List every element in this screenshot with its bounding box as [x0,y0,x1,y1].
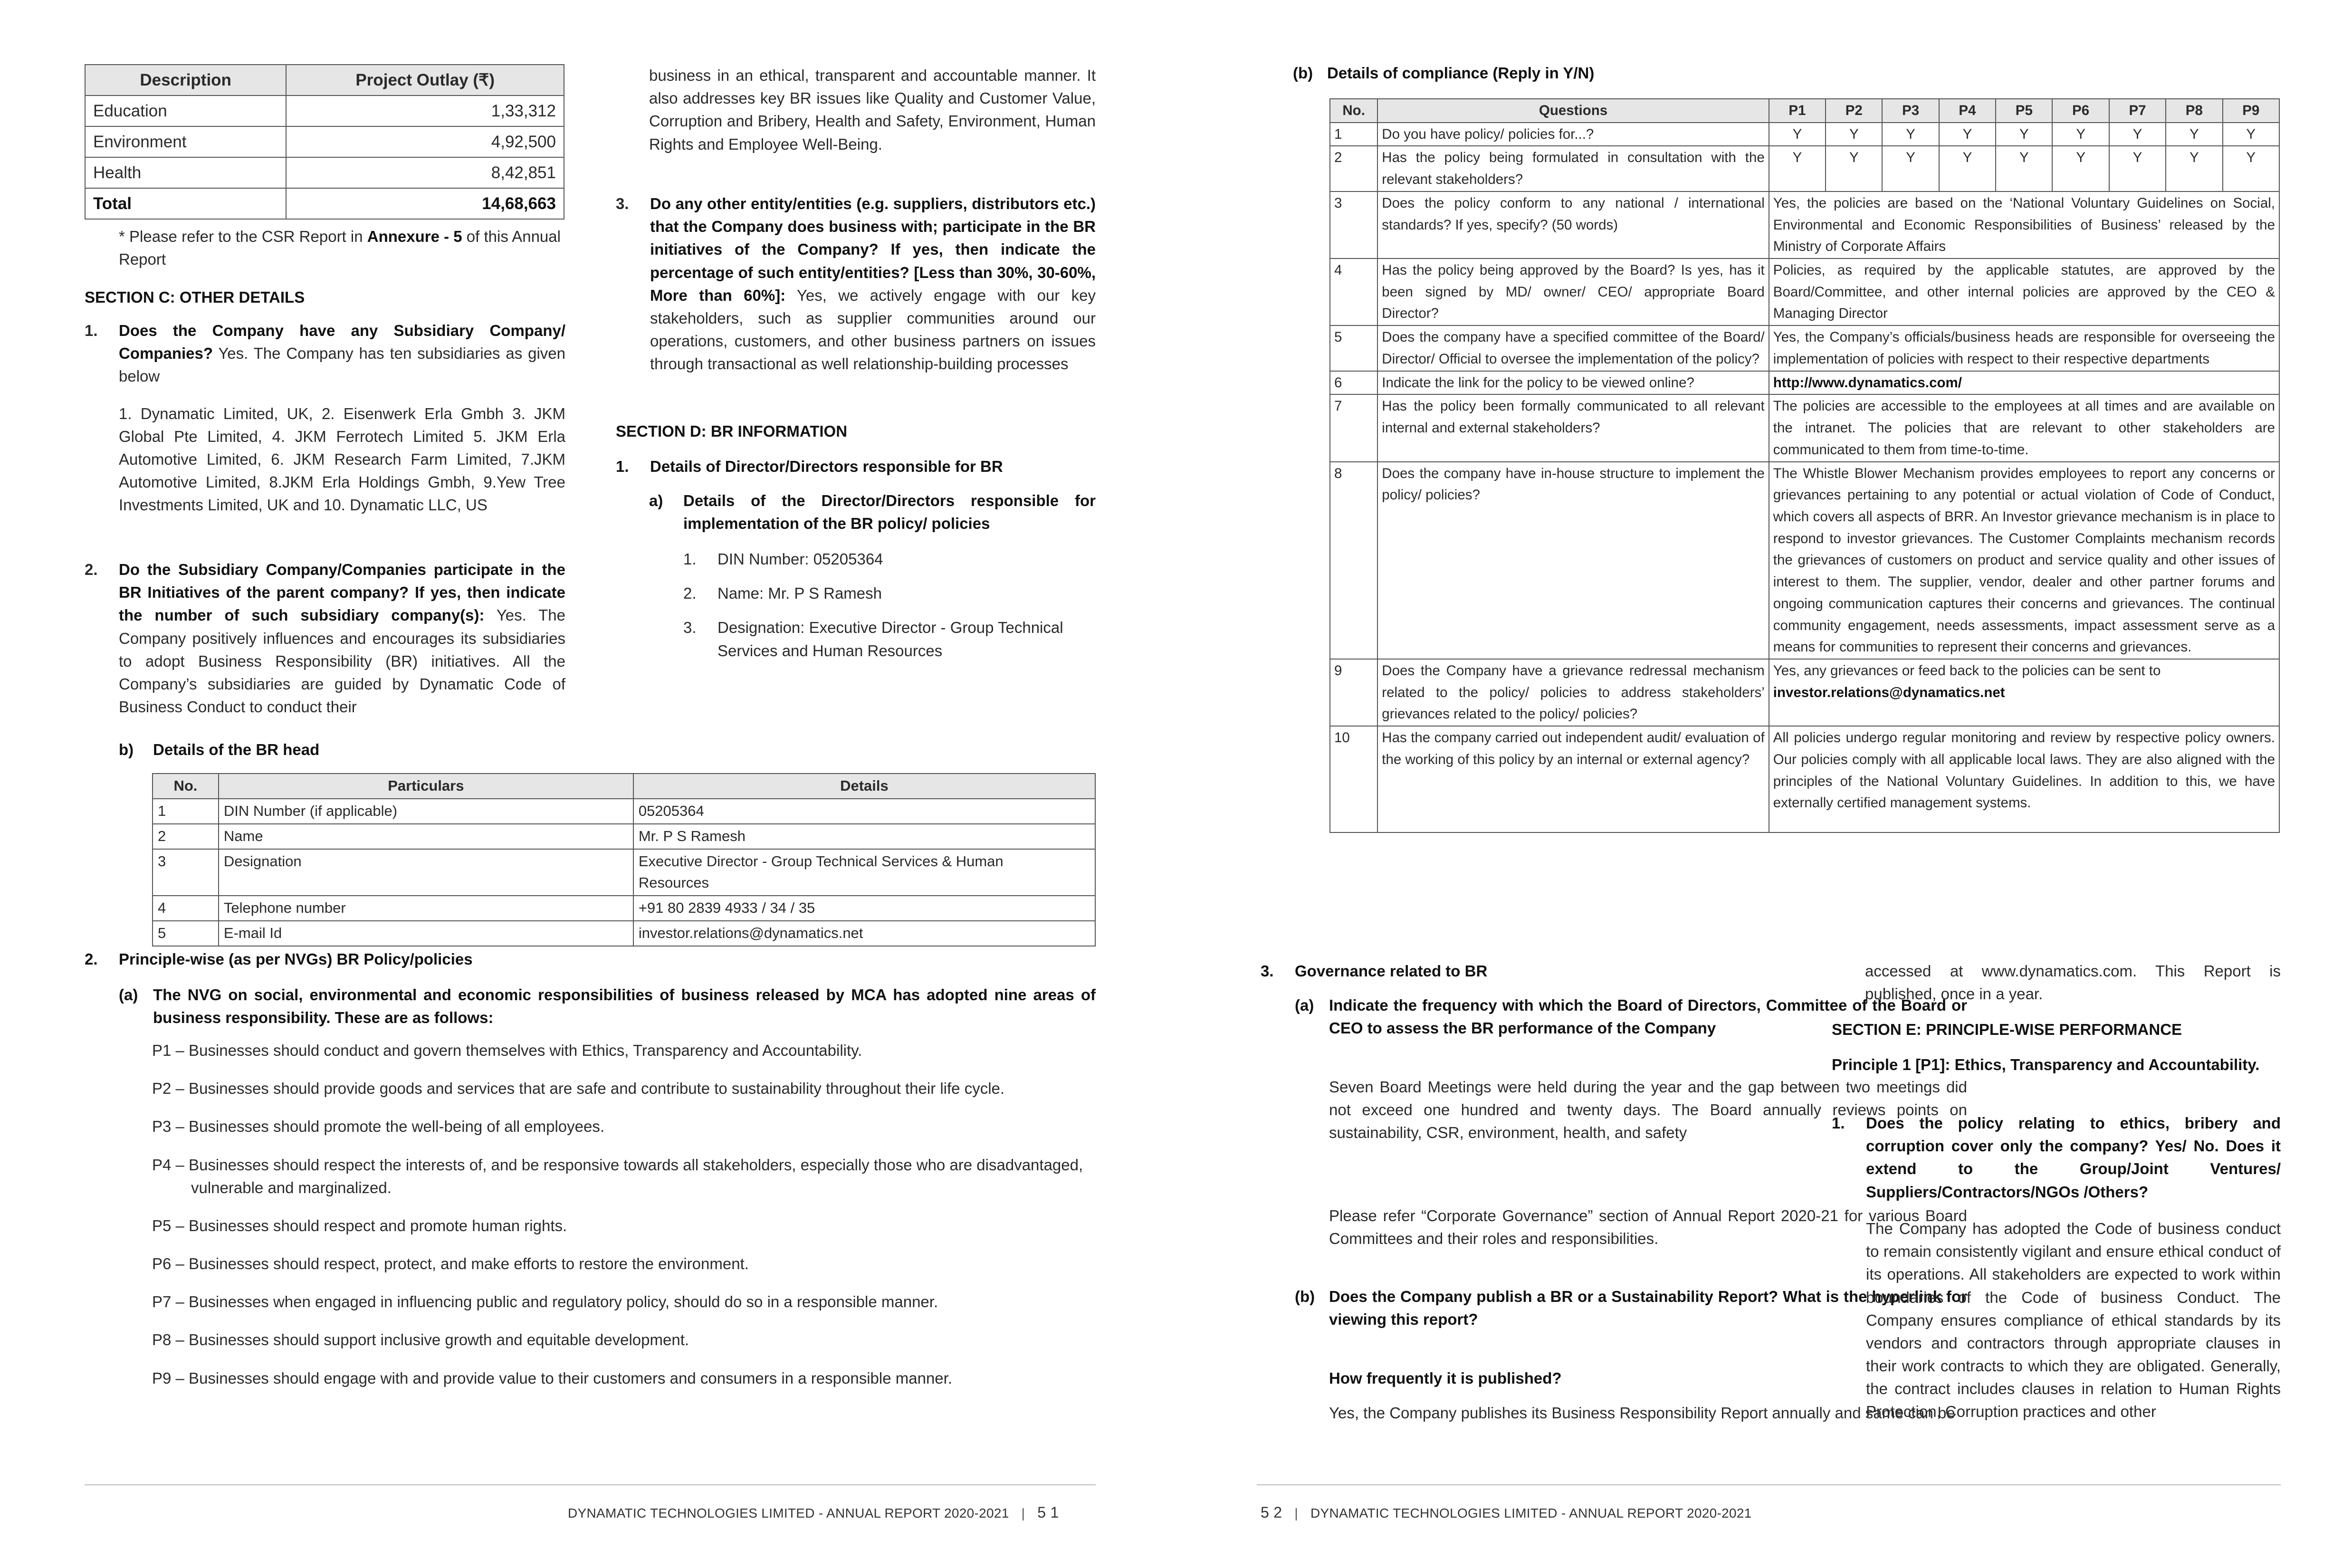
col2-continued-text: business in an ethical, transparent and accountable manner. It also addresses key BR issues like Quality and Customer Value, Corruption and Bribery, Health and Safety, Environment, Human Rights and Employee Well-Being. [649,67,1096,153]
item-text: Name: Mr. P S Ramesh [717,584,882,602]
compliance-table [1329,98,2280,833]
item-number: a) [649,492,663,509]
cell: Mr. P S Ramesh [633,824,1095,849]
table-row [1330,123,2279,146]
cell: Y [2052,146,2109,191]
cell: 1 [1330,123,1377,146]
cell: DIN Number (if applicable) [219,799,633,824]
col-header: P9 [2223,99,2279,123]
subsidiary-list: 1. Dynamatic Limited, UK, 2. Eisenwerk Erla Gmbh 3. JKM Global Pte Limited, 4. JKM Ferrotech Limited 5. JKM Erla Automotive Limited, 6. JKM Research Farm Limited, 7.JKM Automotive Limited, 8.JKM Erla Holdings Gmbh, 9.Yew Tree Investments Limited, UK and 10. Dynamatic LLC, US [119,404,565,514]
cell: Y [2166,146,2222,191]
cell: Has the policy being approved by the Board? Is yes, has it been signed by MD/ owner/ CEO/ appropriate Board Director? [1377,258,1769,325]
cell: 2 [153,824,219,849]
table-row [1330,146,2279,191]
item-number: (a) [1295,996,1314,1014]
cell: 10 [1330,726,1377,832]
cell: Health [85,157,286,188]
principle-1-answer: The Company has adopted the Code of business conduct to remain consistently vigilant and ensure ethical conduct of its operations. All stakeholders are expected to work within boundaries of the Code of business Conduct. The Company ensures compliance of ethical standards by its vendors and contractors through appropriate clauses in their work contracts to which they are obligated. Generally, the contract includes clauses in relation to Human Rights Protection, Corruption practices and other [1866,1220,2281,1421]
cell: http://www.dynamatics.com/ [1769,371,2279,395]
item-heading: Details of Director/Directors responsible for BR [650,458,1003,475]
cell: Has the company carried out independent audit/ evaluation of the working of this policy by an internal or external agency? [1377,726,1769,832]
cell: Indicate the link for the policy to be viewed online? [1377,371,1769,395]
cell: Y [1826,123,1882,146]
cell: The Whistle Blower Mechanism provides employees to report any concerns or grievances pertaining to any potential or actual violation of Code of Conduct, which covers all aspects of BRR. An Investor grievance mechanism is in place to respond to investor grievances. The Customer Complaints mechanism records the grievances of customers on product and service quality and other issues of interest to them. The supplier, vendor, dealer and other partner forums and ongoing communication captures their concerns and grievances. The continual community engagement, needs assessments, impact assessment serve as a means for communities to represent their concerns and grievances. [1769,462,2279,659]
item-number: b) [119,741,134,758]
cell: Does the company have in-house structure to implement the policy/ policies? [1377,462,1769,659]
item-text: Designation: Executive Director - Group Technical Services and Human Resources [717,619,1063,660]
item-number: 1. [1832,1114,1845,1132]
col-header: Details [633,774,1095,799]
item-heading: Details of the Director/Directors responsible for implementation of the BR policy/ policies [683,492,1096,533]
cell: Y [2223,123,2279,146]
cell: 1,33,312 [286,96,564,126]
note-text: * Please refer to the CSR Report in [119,228,367,245]
col-header: P7 [2109,99,2166,123]
question-2 [85,558,565,718]
cell: Executive Director - Group Technical Services & Human Resources [633,849,1095,896]
principle-item: P1 – Businesses should conduct and govern themselves with Ethics, Transparency and Accountability. [152,1042,862,1059]
note-text: of this Annual Report [119,228,561,268]
table-row [85,157,564,188]
table-header-row [1330,99,2279,123]
question-text: Does the policy relating to ethics, bribery and corruption cover only the company? Yes/ No. Does it extend to the Group/Joint Ventures/ Suppliers/Contractors/NGOs /Others? [1866,1114,2281,1201]
heading-text: Governance related to BR [1295,962,1488,980]
cell: The policies are accessible to the employees at all times and are available on the intranet. The policies that are relevant to other stakeholders are communicated to them from time-to-time. [1769,394,2279,461]
cell: Y [1939,146,1996,191]
answer-text: Yes. The Company positively influences and encourages its subsidiaries to adopt Business Responsibility (BR) initiatives. All the Company’s subsidiaries are guided by Dynamatic Code of Business Conduct to conduct their [119,606,565,716]
cell: Does the company have a specified committee of the Board/ Director/ Official to oversee the implementation of the policy? [1377,325,1769,371]
col-header: P1 [1769,99,1826,123]
intro-text: The NVG on social, environmental and economic responsibilities of business released by MCA has adopted nine areas of business responsibility. These are as follows: [153,986,1096,1027]
table-row [1330,325,2279,371]
footer [568,1501,1059,1524]
col2-continued-text: accessed at www.dynamatics.com. This Report is published, once in a year. [1865,962,2281,1003]
cell: Telephone number [219,896,633,921]
cell: 8 [1330,462,1377,659]
table-row [85,96,564,126]
principle-item: P6 – Businesses should respect, protect, and make efforts to restore the environment. [152,1255,749,1273]
principle-item: P7 – Businesses when engaged in influencing public and regulatory policy, should do so in a responsible manner. [152,1293,938,1311]
col-header: P8 [2166,99,2222,123]
col-header: Project Outlay (₹) [286,65,564,96]
cell: Do you have policy/ policies for...? [1377,123,1769,146]
cell: investor.relations@dynamatics.net [633,921,1095,946]
cell: 2 [1330,146,1377,191]
heading-text: Details of the BR head [153,741,320,758]
cell: 5 [153,921,219,946]
section-d-heading: SECTION D: BR INFORMATION [616,422,848,440]
br-head-heading [119,738,641,761]
cell: Total [85,188,286,219]
section-e-heading: SECTION E: PRINCIPLE-WISE PERFORMANCE [1832,1021,2182,1038]
page-number: 5 1 [1037,1504,1059,1521]
cell: 7 [1330,394,1377,461]
cell: Y [1996,123,2052,146]
col-header: P5 [1996,99,2052,123]
cell: Yes, the policies are based on the ‘National Voluntary Guidelines on Social, Environmental and Economic Responsibilities of Business’ released by the Ministry of Corporate Affairs [1769,191,2279,258]
cell: Y [1996,146,2052,191]
cell: 4,92,500 [286,126,564,157]
footer-text: DYNAMATIC TECHNOLOGIES LIMITED - ANNUAL REPORT 2020-2021 [1310,1506,1752,1520]
cell: Y [1882,146,1939,191]
table-row [1330,394,2279,461]
page-number: 5 2 [1261,1504,1282,1521]
cell: 4 [1330,258,1377,325]
compliance-heading [1293,62,1863,85]
cell: +91 80 2839 4933 / 34 / 35 [633,896,1095,921]
question-text: Does the Company have any Subsidiary Company/ Companies? [119,322,565,363]
item-number: 1. [85,322,98,339]
item-number: 2. [683,584,697,602]
section-c-heading: SECTION C: OTHER DETAILS [85,288,305,306]
col-header: Questions [1377,99,1769,123]
footer-rule [85,1484,1096,1485]
principle-item: P2 – Businesses should provide goods and services that are safe and contribute to sustainability throughout their life cycle. [152,1080,1005,1098]
cell: Y [2223,146,2279,191]
cell: Y [1769,123,1826,146]
table-total-row [85,188,564,219]
item-number: 3. [1261,962,1274,980]
principle-item: P5 – Businesses should respect and promote human rights. [152,1216,567,1234]
cell: 14,68,663 [286,188,564,219]
question-text: Does the Company publish a BR or a Sustainability Report? What is the hyperlink for viewing this report? [1329,1288,1967,1329]
cell: 6 [1330,371,1377,395]
cell: Does the Company have a grievance redressal mechanism related to the policy/ policies to address stakeholders’ grievances related to the policy/ policies? [1377,659,1769,726]
item-number: (b) [1295,1288,1315,1305]
cell: 5 [1330,325,1377,371]
cell: Y [1882,123,1939,146]
table-row [153,824,1095,849]
table-row [1330,191,2279,258]
item-number: 3. [616,195,629,212]
cell: Education [85,96,286,126]
annexure-link-text: Annexure - 5 [367,228,462,245]
cell: Name [219,824,633,849]
table-row [1330,726,2279,832]
col-header: P3 [1882,99,1939,123]
cell: Y [2052,123,2109,146]
list-item [683,548,1092,571]
cell: 8,42,851 [286,157,564,188]
principle-item: P4 – Businesses should respect the interests of, and be responsive towards all stakeholders, especially those who are disadvantaged, vulnerable and marginalized. [152,1156,1083,1196]
cell: Policies, as required by the applicable statutes, are approved by the Board/Committee, and other internal policies are approved by the CEO & Managing Director [1769,258,2279,325]
cell: Yes, the Company’s officials/business heads are responsible for overseeing the implementation of policies with respect to their respective departments [1769,325,2279,371]
governance-heading [1261,960,1736,983]
footer [1261,1501,1752,1524]
col-header: P2 [1826,99,1882,123]
question-3 [616,192,1096,375]
cell: All policies undergo regular monitoring and review by respective policy owners. Our policies comply with all applicable local laws. They are also aligned with the principles of the National Voluntary Guidelines. In addition to this, we have externally certified management systems. [1769,726,2279,832]
nvg-intro [119,984,1096,1029]
col-header: Particulars [219,774,633,799]
cell: Y [2166,123,2222,146]
principle-1-question [1832,1112,2281,1204]
col-header: No. [1330,99,1377,123]
heading-text: Principle-wise (as per NVGs) BR Policy/policies [119,950,473,968]
principle-item: P9 – Businesses should engage with and provide value to their customers and consumers in a responsible manner. [152,1369,952,1387]
cell: Environment [85,126,286,157]
answer-text: Yes. The Company has ten subsidiaries as given below [119,344,565,385]
cell: Has the policy been formally communicated to all relevant internal and external stakeholders? [1377,394,1769,461]
item-number: (a) [119,986,138,1004]
item-number: 2. [85,561,98,578]
table-row [153,799,1095,824]
cell: 3 [153,849,219,896]
item-number: 1. [616,458,629,475]
cell: Y [2109,146,2166,191]
col-header: P6 [2052,99,2109,123]
list-item [683,616,1092,662]
cell: E-mail Id [219,921,633,946]
principles-list [152,1039,1096,1405]
cell: Has the policy being formulated in consultation with the relevant stakeholders? [1377,146,1769,191]
cell: Y [1769,146,1826,191]
answer-text: Yes, any grievances or feed back to the policies can be sent to [1773,662,2161,679]
footer-separator: | [1294,1506,1298,1520]
item-number: (b) [1293,64,1313,82]
cell: Does the policy conform to any national / international standards? If yes, specify? (50 words) [1377,191,1769,258]
project-outlay-table [85,64,564,220]
heading-text: Details of compliance (Reply in Y/N) [1327,64,1595,82]
footer-text: DYNAMATIC TECHNOLOGIES LIMITED - ANNUAL REPORT 2020-2021 [568,1506,1009,1520]
governance-a-answer-2: Please refer “Corporate Governance” section of Annual Report 2020-21 for various Board Committees and their roles and responsibilities. [1329,1207,1967,1248]
cell: Y [1826,146,1882,191]
section-d-item-1a [649,489,1096,535]
table-row [1330,659,2279,726]
director-details-list [683,548,1092,662]
col-header: P4 [1939,99,1996,123]
principle-wise-heading [85,948,797,971]
governance-b-answer: Yes, the Company publishes its Business Responsibility Report annually and same can be [1329,1404,1955,1422]
table-row [153,896,1095,921]
question-1 [85,319,565,516]
table-row [1330,462,2279,659]
list-item [683,582,1092,605]
item-number: 3. [683,619,697,637]
question-text: Indicate the frequency with which the Board of Directors, Committee of the Board or CEO to assess the BR performance of the Company [1329,996,1967,1037]
col-header: Description [85,65,286,96]
left-column-1 [85,64,564,220]
compliance-table-wrap [1329,98,2280,833]
cell: 3 [1330,191,1377,258]
principle-1-heading: Principle 1 [P1]: Ethics, Transparency and Accountability. [1832,1056,2260,1073]
col-header: No. [153,774,219,799]
table-row [1330,258,2279,325]
csr-note [119,225,565,271]
governance-b-subquestion: How frequently it is published? [1329,1369,1562,1387]
table-row [85,126,564,157]
cell: 9 [1330,659,1377,726]
right-page [1176,0,2352,1568]
question-text: Do any other entity/entities (e.g. suppliers, distributors etc.) that the Company does business with; participate in the BR initiatives of the Company? If yes, then indicate the percentage of such entity/entities? [Less than 30%, 30-60%, More than 60%]: [650,195,1096,304]
cell: Y [2109,123,2166,146]
cell: 1 [153,799,219,824]
table-row [153,921,1095,946]
principle-item: P3 – Businesses should promote the well-being of all employees. [152,1118,605,1136]
cell: 05205364 [633,799,1095,824]
cell: Designation [219,849,633,896]
governance-a-answer-1: Seven Board Meetings were held during the year and the gap between two meetings did not exceed one hundred and twenty days. The Board annually reviews points on sustainability, CSR, environment, health, and safety [1329,1078,1967,1142]
br-head-table-wrap [152,773,1096,947]
question-text: Do the Subsidiary Company/Companies participate in the BR Initiatives of the parent company? If yes, then indicate the number of such subsidiary company(s): [119,561,565,624]
br-head-table [152,773,1096,947]
footer-separator: | [1021,1506,1025,1520]
section-d-item-1 [616,455,1096,478]
item-number: 1. [683,550,697,568]
cell: Y [1939,123,1996,146]
item-number: 2. [85,950,98,968]
principle-item: P8 – Businesses should support inclusive growth and equitable development. [152,1331,689,1349]
cell: 4 [153,896,219,921]
table-row [153,849,1095,896]
cell [1769,659,2279,726]
footer-rule [1257,1484,2281,1485]
table-row [1330,371,2279,395]
email-text: investor.relations@dynamatics.net [1773,684,2005,700]
answer-text: Yes, we actively engage with our key stakeholders, such as supplier communities around our operations, customers, and other business partners on issues through transactional as well relationship-building processes [650,286,1096,373]
item-text: DIN Number: 05205364 [717,550,883,568]
